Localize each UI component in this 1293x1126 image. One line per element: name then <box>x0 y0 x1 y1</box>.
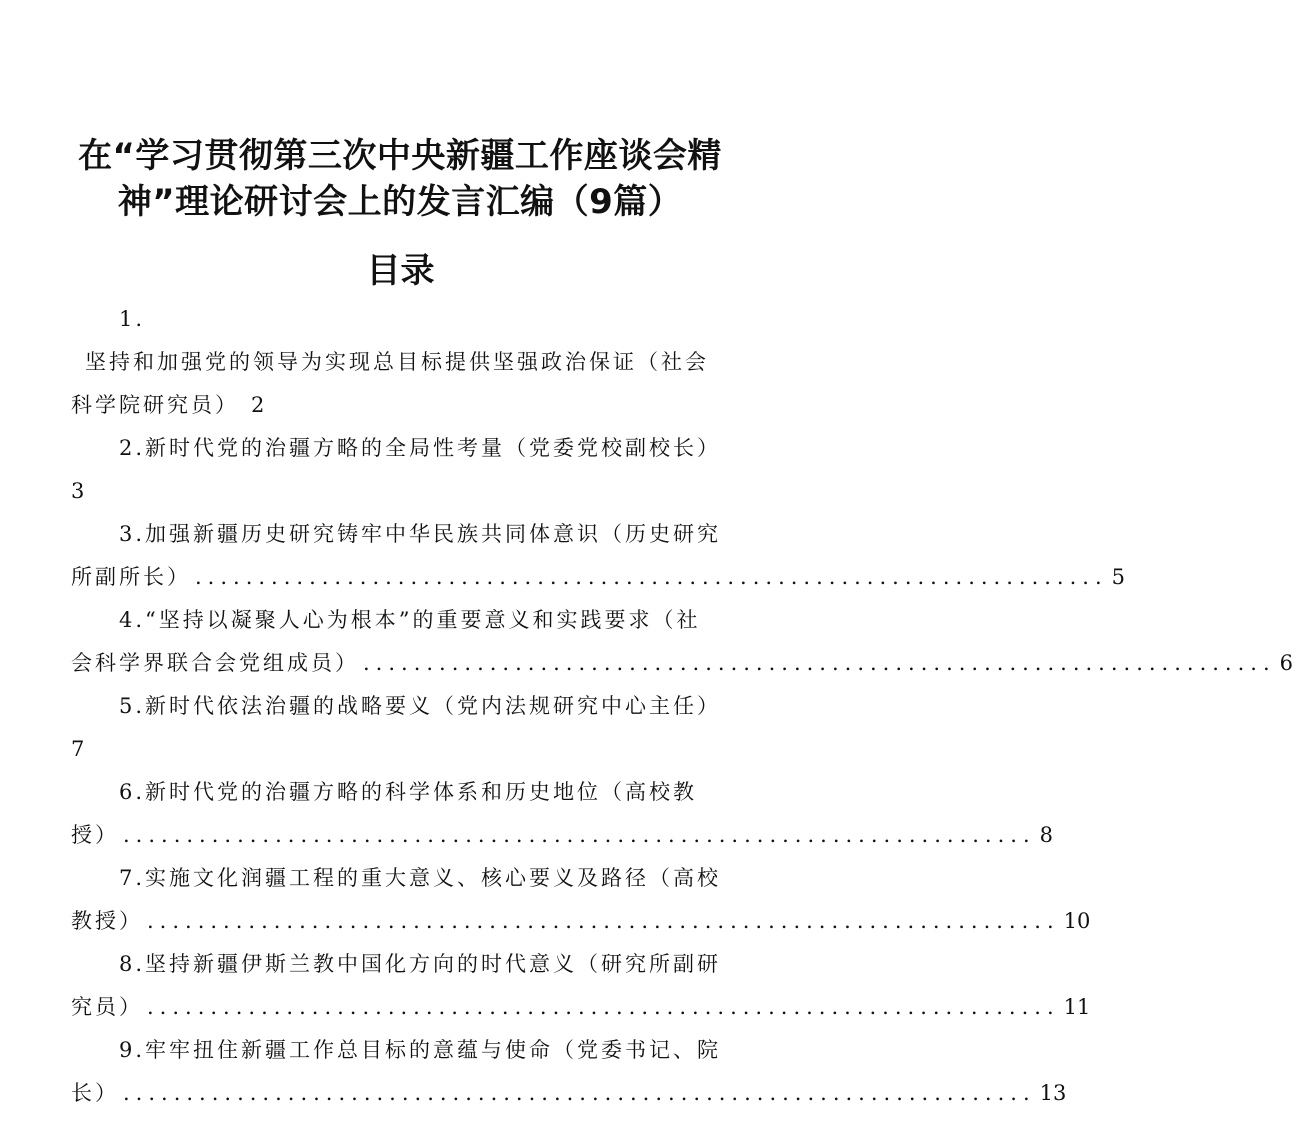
toc-entry-7-title[interactable]: 7.实施文化润疆工程的重大意义、核心要义及路径（高校 <box>119 866 722 890</box>
toc-entry-3-title[interactable]: 3.加强新疆历史研究铸牢中华民族共同体意识（历史研究 <box>119 522 722 546</box>
toc-entry-6-tail[interactable] <box>71 814 1053 857</box>
toc-heading: 目录 <box>366 251 435 291</box>
toc-entry-4-source: 会科学界联合会党组成员） <box>71 651 359 675</box>
toc-entry-5-title[interactable]: 5.新时代依法治疆的战略要义（党内法规研究中心主任） <box>119 694 722 718</box>
toc-entry-1-number[interactable]: 1. <box>119 307 146 331</box>
toc-entry-9-page: 13 <box>1039 1081 1067 1105</box>
dot-leader: ........................................................................ <box>123 823 1036 847</box>
toc-entry-1-source: 科学院研究员） <box>71 393 239 417</box>
table-of-contents <box>71 298 1293 1115</box>
toc-entry-8-page: 11 <box>1063 995 1091 1019</box>
toc-entry-8-tail[interactable] <box>71 986 1091 1029</box>
toc-entry-8-title[interactable]: 8.坚持新疆伊斯兰教中国化方向的时代意义（研究所副研 <box>119 952 722 976</box>
toc-entry-3-page: 5 <box>1111 565 1125 589</box>
toc-entry-2-title[interactable]: 2.新时代党的治疆方略的全局性考量（党委党校副校长） <box>119 436 722 460</box>
dot-leader: ........................................................................ <box>147 909 1060 933</box>
dot-leader: ........................................................................ <box>123 1081 1036 1105</box>
dot-leader: ........................................................................ <box>363 651 1276 675</box>
toc-entry-3-tail[interactable] <box>71 556 1125 599</box>
toc-entry-1-title[interactable]: 坚持和加强党的领导为实现总目标提供坚强政治保证（社会 <box>85 350 709 374</box>
toc-entry-1-page: 2 <box>251 393 265 417</box>
toc-entry-9-tail[interactable] <box>71 1072 1067 1115</box>
toc-entry-4-page: 6 <box>1279 651 1293 675</box>
toc-entry-4-title[interactable]: 4.“坚持以凝聚人心为根本”的重要意义和实践要求（社 <box>119 608 701 632</box>
toc-entry-9-title[interactable]: 9.牢牢扭住新疆工作总目标的意蕴与使命（党委书记、院 <box>119 1038 722 1062</box>
dot-leader: ........................................................................ <box>147 995 1060 1019</box>
toc-entry-6-source: 授） <box>71 823 119 847</box>
dot-leader: ........................................................................ <box>195 565 1108 589</box>
toc-entry-7-source: 教授） <box>71 909 143 933</box>
toc-entry-5-page[interactable]: 7 <box>71 737 88 761</box>
toc-entry-7-tail[interactable] <box>71 900 1091 943</box>
document-title <box>60 133 740 225</box>
toc-entry-4-tail[interactable] <box>71 642 1293 685</box>
toc-entry-6-page: 8 <box>1039 823 1053 847</box>
title-line-2: 神”理论研讨会上的发言汇编（9篇） <box>117 182 683 222</box>
toc-entry-6-title[interactable]: 6.新时代党的治疆方略的科学体系和历史地位（高校教 <box>119 780 698 804</box>
toc-entry-1-tail[interactable] <box>71 384 733 427</box>
toc-entry-8-source: 究员） <box>71 995 143 1019</box>
toc-entry-9-source: 长） <box>71 1081 119 1105</box>
toc-entry-2-page[interactable]: 3 <box>71 479 88 503</box>
toc-entry-3-source: 所副所长） <box>71 565 191 589</box>
title-line-1: 在“学习贯彻第三次中央新疆工作座谈会精 <box>78 136 722 176</box>
toc-entry-7-page: 10 <box>1063 909 1091 933</box>
